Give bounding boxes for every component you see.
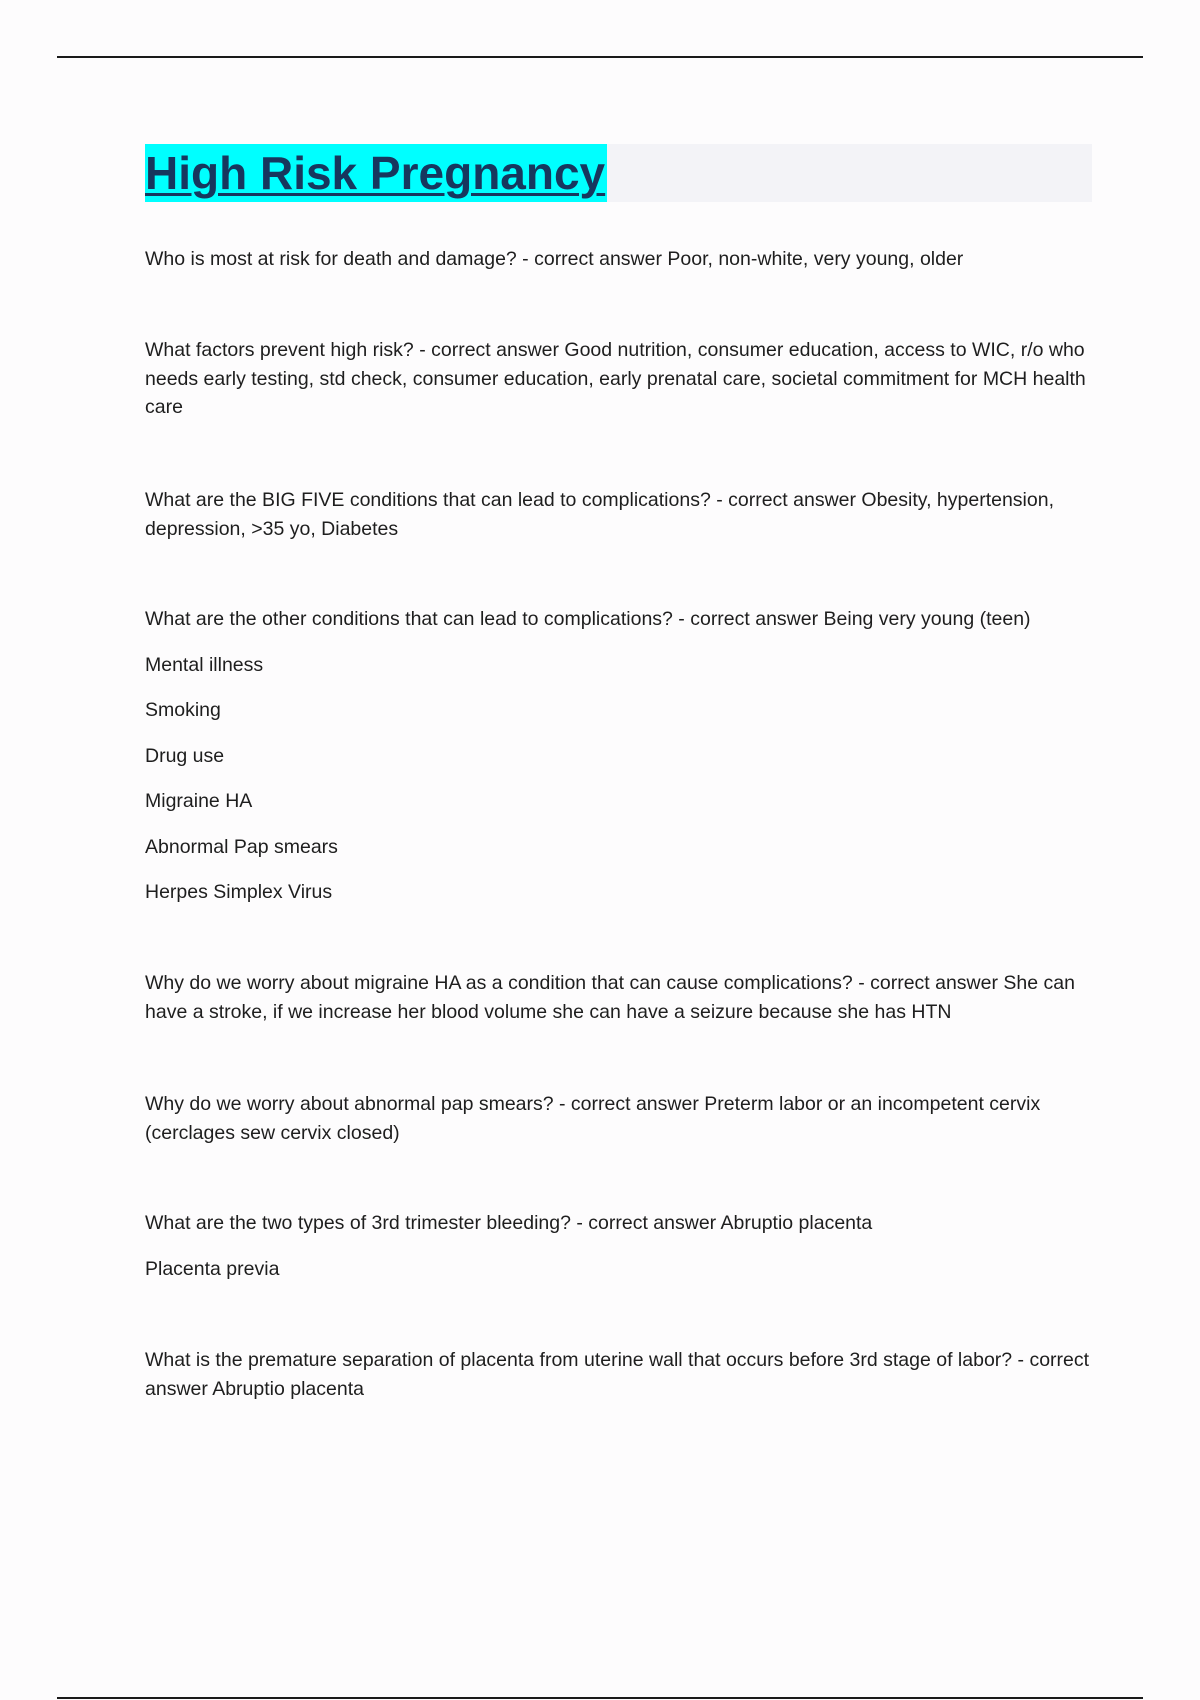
list-item: Placenta previa	[145, 1258, 280, 1280]
qa-entry-1: Who is most at risk for death and damage? - correct answer Poor, non-white, very young, older	[145, 248, 964, 270]
list-item: Mental illness	[145, 654, 264, 676]
qa-entry-2: What factors prevent high risk? - correct answer Good nutrition, consumer education, access to WIC, r/o who needs early testing, std check, consumer education, early prenatal care, societal commitment for MCH health care	[145, 339, 1086, 418]
list-item: Herpes Simplex Virus	[145, 881, 333, 903]
header-rule	[57, 56, 1143, 58]
qa-entry-3: What are the BIG FIVE conditions that can lead to complications? - correct answer Obesity, hypertension, depression, >35 yo, Diabetes	[145, 489, 1054, 540]
qa-entry-4: What are the other conditions that can lead to complications? - correct answer Being very young (teen)	[145, 608, 1031, 630]
list-item: Smoking	[145, 699, 221, 721]
list-item: Abnormal Pap smears	[145, 836, 338, 858]
qa-entry-7: What are the two types of 3rd trimester bleeding? - correct answer Abruptio placenta	[145, 1212, 873, 1234]
footer-rule	[57, 1697, 1143, 1699]
list-item: Drug use	[145, 745, 225, 767]
qa-entry-6: Why do we worry about abnormal pap smears? - correct answer Preterm labor or an incompetent cervix (cerclages sew cervix closed)	[145, 1093, 1041, 1144]
list-item: Migraine HA	[145, 790, 253, 812]
qa-entry-5: Why do we worry about migraine HA as a condition that can cause complications? - correct answer She can have a stroke, if we increase her blood volume she can have a seizure because she has HTN	[145, 972, 1075, 1023]
document-title: High Risk Pregnancy	[145, 144, 607, 202]
qa-entry-8: What is the premature separation of placenta from uterine wall that occurs before 3rd stage of labor? - correct answer Abruptio placenta	[145, 1349, 1090, 1400]
